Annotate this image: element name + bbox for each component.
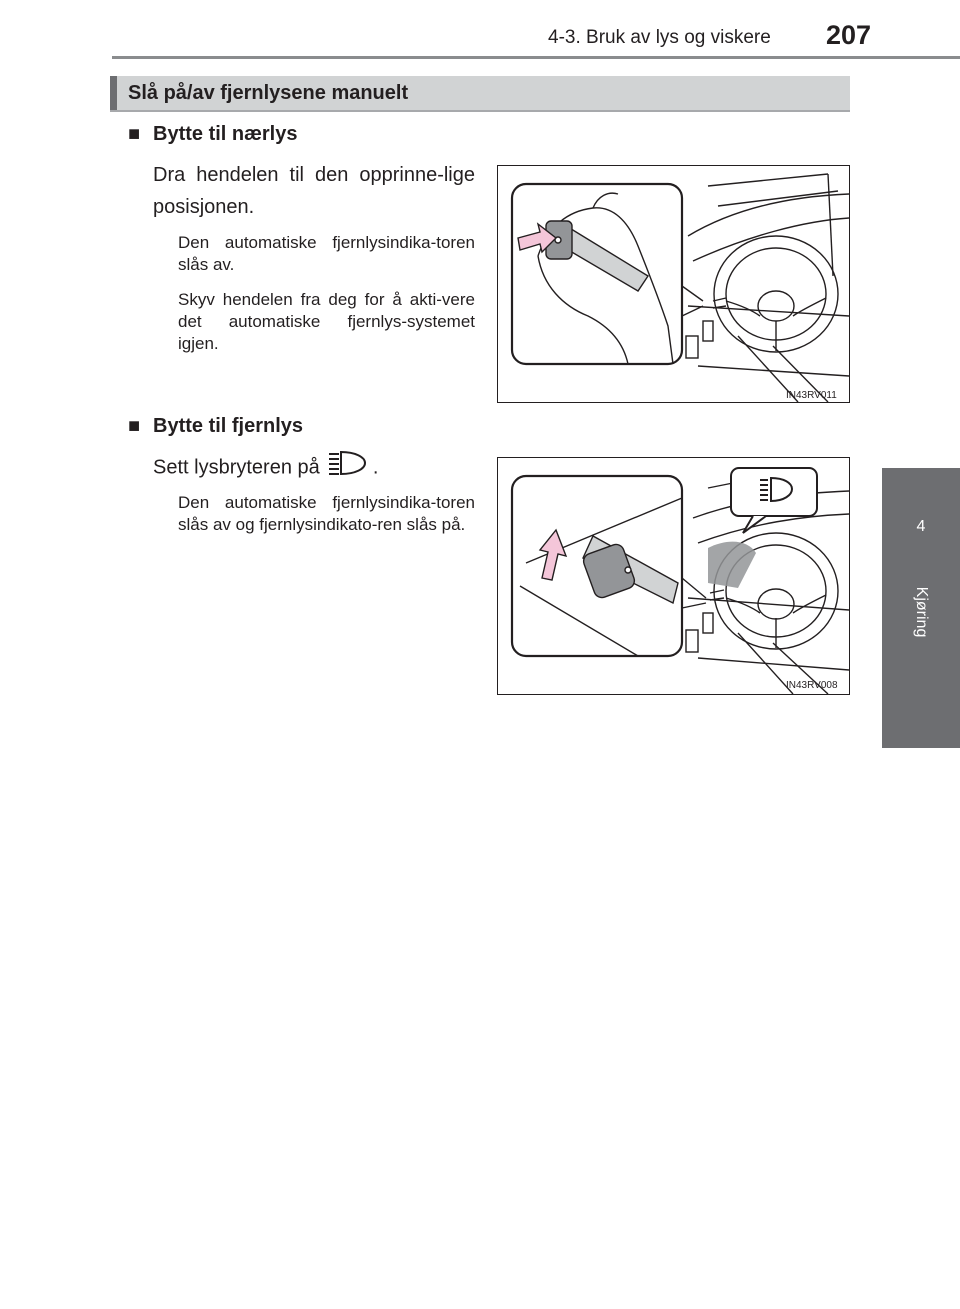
header-rule	[112, 56, 960, 59]
section-header-underline	[110, 110, 850, 112]
item-heading-low-beam: Bytte til nærlys	[153, 123, 298, 145]
item-note: Den automatiske fjernlysindika-toren slås av.	[178, 233, 475, 274]
section-header-bar	[110, 76, 117, 110]
instruction-suffix: .	[372, 456, 379, 479]
item-heading-high-beam: Bytte til fjernlys	[153, 415, 304, 437]
figure-high-beam-lever	[497, 457, 850, 695]
chapter-tab-number: 4	[916, 518, 926, 535]
figure-code: IN43RV008	[786, 680, 838, 691]
illustration-dashboard-lever-pull	[498, 166, 849, 402]
bullet-marker: ■	[128, 123, 141, 145]
chapter-tab-label: Kjøring	[913, 586, 930, 638]
instruction-text: Sett lysbryteren på	[153, 456, 320, 479]
item-note: Skyv hendelen fra deg for å akti-vere det automatiske fjernlys-systemet igjen.	[178, 290, 475, 353]
high-beam-icon	[325, 450, 367, 486]
figure-code: IN43RV011	[786, 390, 837, 401]
section-title: Slå på/av fjernlysene manuelt	[128, 82, 409, 104]
item-note: Den automatiske fjernlysindika-toren slås av og fjernlysindikato-ren slås på.	[178, 493, 475, 534]
figure-low-beam-lever	[497, 165, 850, 403]
bullet-marker: ■	[128, 415, 141, 437]
page-number: 207	[826, 20, 872, 50]
illustration-dashboard-lever-push	[498, 458, 849, 694]
section-header	[110, 76, 850, 110]
item-instruction-low-beam: Dra hendelen til den opprinne-lige posisjonen.	[153, 164, 475, 218]
item-instruction-high-beam	[153, 450, 475, 486]
running-header-title: 4-3. Bruk av lys og viskere	[548, 27, 771, 48]
